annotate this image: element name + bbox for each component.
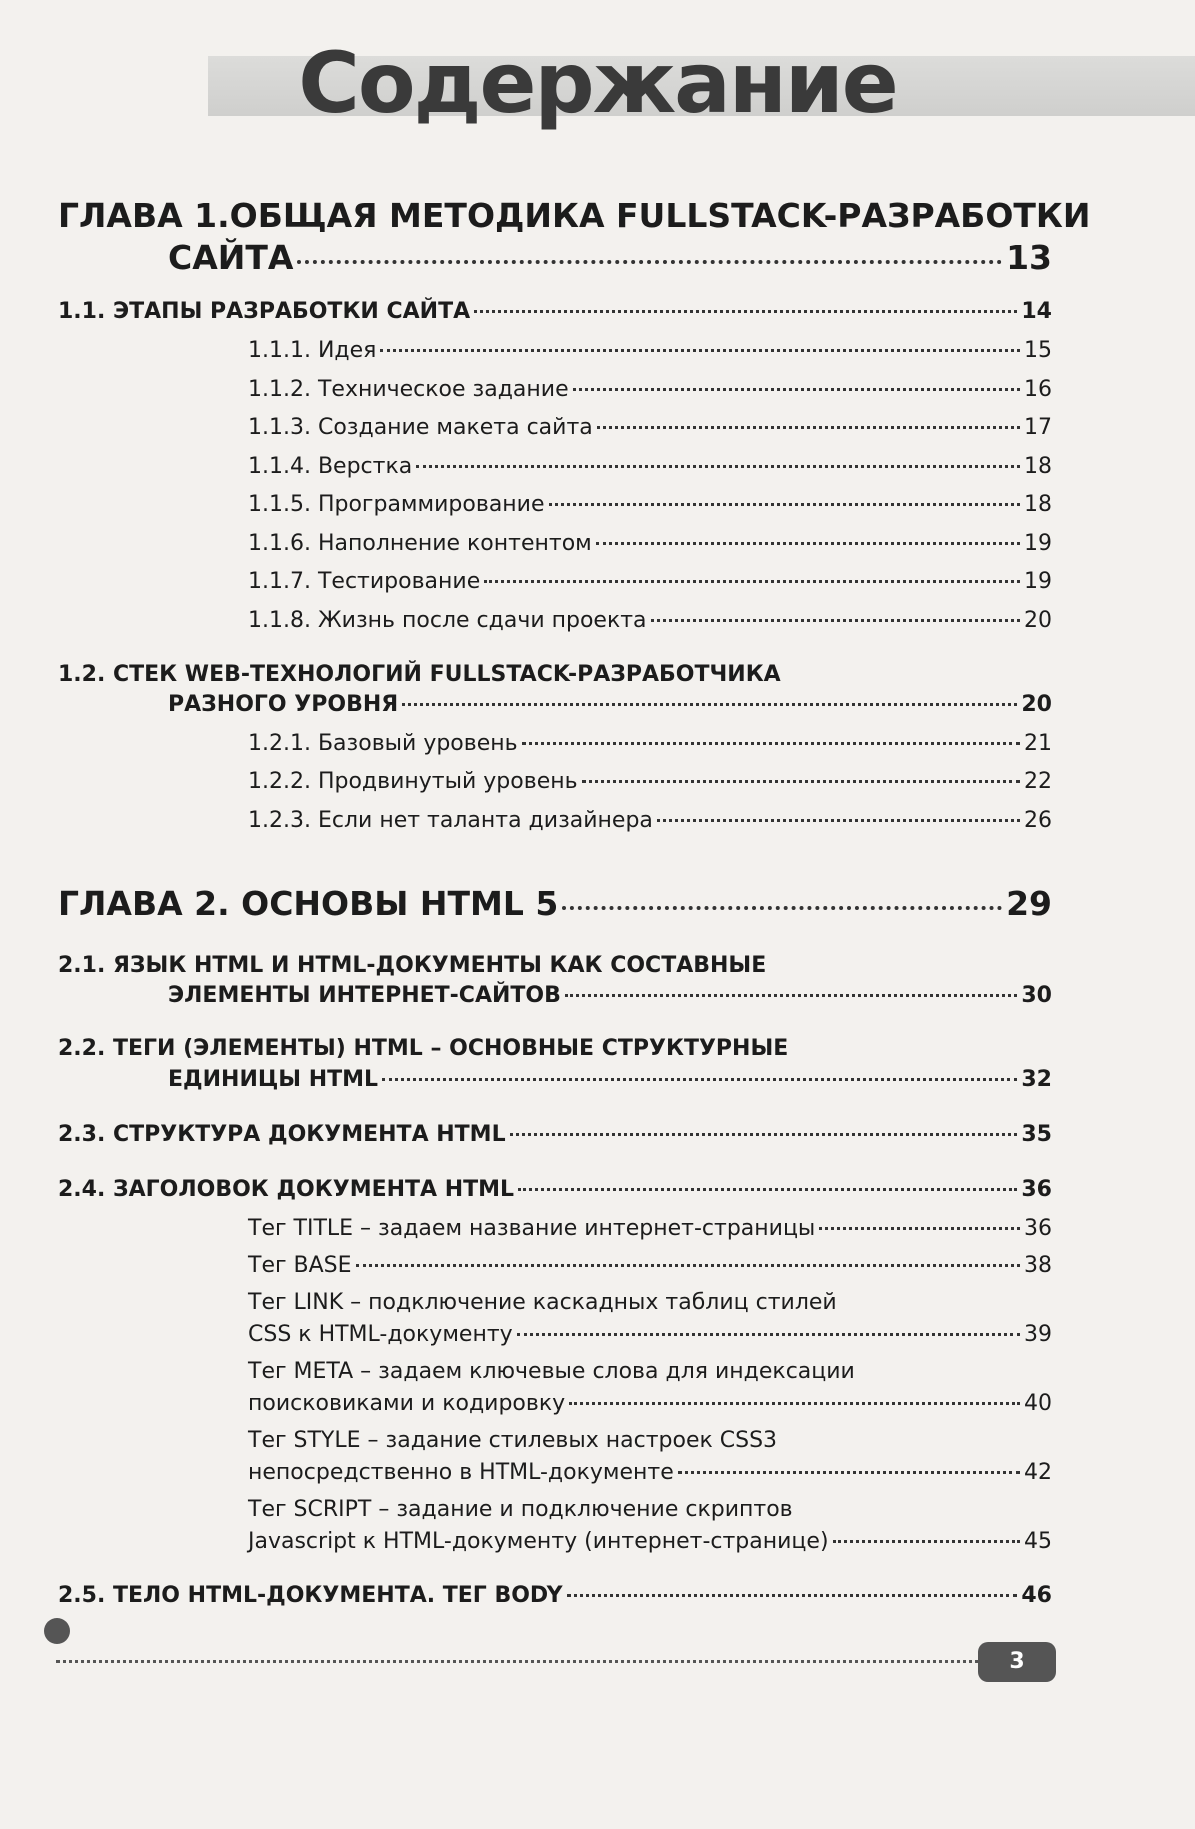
- subsection-label: 1.1.1. Идея: [248, 338, 377, 363]
- toc-entry-tag-meta[interactable]: [248, 1391, 1052, 1416]
- toc-entry-1-2-1[interactable]: [248, 731, 1052, 756]
- page-number: 36: [1021, 1177, 1052, 1202]
- toc-entry-1-1-6[interactable]: [248, 531, 1052, 556]
- toc-entry-1-1-7[interactable]: [248, 569, 1052, 594]
- page-number: 17: [1024, 415, 1052, 440]
- page-number: 21: [1024, 731, 1052, 756]
- page-number: 18: [1024, 454, 1052, 479]
- subsection-label: 1.2.1. Базовый уровень: [248, 731, 518, 756]
- leader-dots: [657, 819, 1020, 822]
- leader-dots: [474, 310, 1017, 313]
- subsection-label: CSS к HTML-документу: [248, 1322, 513, 1347]
- leader-dots: [833, 1540, 1020, 1543]
- page-number: 22: [1024, 769, 1052, 794]
- leader-dots: [356, 1264, 1020, 1267]
- subsection-label: 1.1.7. Тестирование: [248, 569, 481, 594]
- leader-dots: [573, 388, 1020, 391]
- leader-dots: [597, 426, 1020, 429]
- toc-entry-2-4[interactable]: [58, 1177, 1052, 1202]
- page-number: 14: [1021, 299, 1052, 324]
- section-label: 2.3. СТРУКТУРА ДОКУМЕНТА HTML: [58, 1122, 506, 1147]
- section-1-2-line1: 1.2. СТЕК WEB-ТЕХНОЛОГИЙ FULLSTACK-РАЗРАБОТЧИКА: [58, 662, 781, 687]
- leader-dots: [651, 619, 1020, 622]
- page-title: Содержание: [298, 34, 897, 132]
- toc-entry-1-2[interactable]: [168, 692, 1052, 717]
- page-number: 29: [1006, 884, 1052, 923]
- leader-dots: [484, 580, 1020, 583]
- leader-dots: [549, 503, 1020, 506]
- tag-meta-line1: Тег META – задаем ключевые слова для индексации: [248, 1359, 855, 1384]
- page-number: 35: [1021, 1122, 1052, 1147]
- chapter-2-title: ГЛАВА 2. ОСНОВЫ HTML 5: [58, 884, 559, 923]
- page-number: 40: [1024, 1391, 1052, 1416]
- section-label: 2.4. ЗАГОЛОВОК ДОКУМЕНТА HTML: [58, 1177, 515, 1202]
- section-label: РАЗНОГО УРОВНЯ: [168, 692, 399, 717]
- toc-entry-1-1-2[interactable]: [248, 377, 1052, 402]
- leader-dots: [582, 780, 1020, 783]
- section-2-1-line1: 2.1. ЯЗЫК HTML И HTML-ДОКУМЕНТЫ КАК СОСТАВНЫЕ: [58, 953, 767, 978]
- page-number: 30: [1021, 983, 1052, 1008]
- page-number: 19: [1024, 569, 1052, 594]
- toc-entry-2-1[interactable]: [168, 983, 1052, 1008]
- leader-dots: [562, 906, 1002, 910]
- page-number: 18: [1024, 492, 1052, 517]
- toc-entry-tag-style[interactable]: [248, 1460, 1052, 1485]
- page-number: 38: [1024, 1253, 1052, 1278]
- leader-dots: [569, 1402, 1020, 1405]
- toc-entry-2-2[interactable]: [168, 1067, 1052, 1092]
- leader-dots: [596, 542, 1020, 545]
- toc-entry-tag-script[interactable]: [248, 1529, 1052, 1554]
- section-label: ЭЛЕМЕНТЫ ИНТЕРНЕТ-САЙТОВ: [168, 983, 561, 1008]
- page-number: 13: [1006, 238, 1052, 277]
- subsection-label: 1.1.6. Наполнение контентом: [248, 531, 592, 556]
- chapter-1-title-line2: САЙТА: [168, 238, 294, 277]
- footer-bullet: [44, 1618, 70, 1644]
- subsection-label: 1.1.8. Жизнь после сдачи проекта: [248, 608, 647, 633]
- page-number: 16: [1024, 377, 1052, 402]
- page-number: 42: [1024, 1460, 1052, 1485]
- toc-entry-1-1-8[interactable]: [248, 608, 1052, 633]
- leader-dots: [819, 1227, 1020, 1230]
- leader-dots: [416, 465, 1020, 468]
- subsection-label: 1.1.5. Программирование: [248, 492, 545, 517]
- page-number-badge: 3: [978, 1642, 1056, 1682]
- toc-entry-1-1[interactable]: [58, 299, 1052, 324]
- toc-entry-1-2-2[interactable]: [248, 769, 1052, 794]
- tag-script-line1: Тег SCRIPT – задание и подключение скриптов: [248, 1497, 793, 1522]
- toc-entry-1-1-3[interactable]: [248, 415, 1052, 440]
- toc-entry-1-1-4[interactable]: [248, 454, 1052, 479]
- toc-entry-tag-link[interactable]: [248, 1322, 1052, 1347]
- subsection-label: непосредственно в HTML-документе: [248, 1460, 674, 1485]
- toc-entry-1-1-5[interactable]: [248, 492, 1052, 517]
- leader-dots: [522, 742, 1020, 745]
- page-number: 46: [1021, 1583, 1052, 1608]
- subsection-label: 1.1.4. Верстка: [248, 454, 413, 479]
- leader-dots: [380, 349, 1020, 352]
- section-label: ЕДИНИЦЫ HTML: [168, 1067, 379, 1092]
- page-number: 45: [1024, 1529, 1052, 1554]
- chapter-1-title-line1: ГЛАВА 1.ОБЩАЯ МЕТОДИКА FULLSTACK-РАЗРАБОТКИ: [58, 196, 1091, 235]
- toc-entry-chapter-2[interactable]: [58, 884, 1052, 923]
- subsection-label: 1.2.3. Если нет таланта дизайнера: [248, 808, 653, 833]
- leader-dots: [297, 260, 1002, 264]
- page-number: 26: [1024, 808, 1052, 833]
- tag-link-line1: Тег LINK – подключение каскадных таблиц стилей: [248, 1290, 837, 1315]
- toc-entry-2-5[interactable]: [58, 1583, 1052, 1608]
- page-number: 32: [1021, 1067, 1052, 1092]
- section-label: 1.1. ЭТАПЫ РАЗРАБОТКИ САЙТА: [58, 299, 471, 324]
- toc-entry-1-2-3[interactable]: [248, 808, 1052, 833]
- subsection-label: Javascript к HTML-документу (интернет-странице): [248, 1529, 829, 1554]
- subsection-label: Тег TITLE – задаем название интернет-страницы: [248, 1216, 816, 1241]
- page-number: 39: [1024, 1322, 1052, 1347]
- leader-dots: [518, 1188, 1017, 1191]
- leader-dots: [382, 1078, 1017, 1081]
- section-label: 2.5. ТЕЛО HTML-ДОКУМЕНТА. ТЕГ BODY: [58, 1583, 563, 1608]
- subsection-label: поисковиками и кодировку: [248, 1391, 566, 1416]
- subsection-label: 1.1.3. Создание макета сайта: [248, 415, 593, 440]
- subsection-label: 1.2.2. Продвинутый уровень: [248, 769, 578, 794]
- toc-entry-tag-title[interactable]: [248, 1216, 1052, 1241]
- leader-dots: [510, 1133, 1018, 1136]
- toc-entry-2-3[interactable]: [58, 1122, 1052, 1147]
- leader-dots: [402, 703, 1017, 706]
- leader-dots: [678, 1471, 1020, 1474]
- page-number: 19: [1024, 531, 1052, 556]
- page-number: 20: [1021, 692, 1052, 717]
- toc-entry-tag-base[interactable]: [248, 1253, 1052, 1278]
- subsection-label: 1.1.2. Техническое задание: [248, 377, 569, 402]
- page-number: 15: [1024, 338, 1052, 363]
- leader-dots: [517, 1333, 1020, 1336]
- toc-entry-1-1-1[interactable]: [248, 338, 1052, 363]
- leader-dots: [567, 1594, 1018, 1597]
- leader-dots: [565, 994, 1018, 997]
- page-number: 20: [1024, 608, 1052, 633]
- tag-style-line1: Тег STYLE – задание стилевых настроек CSS3: [248, 1428, 778, 1453]
- page-number: 36: [1024, 1216, 1052, 1241]
- section-2-2-line1: 2.2. ТЕГИ (ЭЛЕМЕНТЫ) HTML – ОСНОВНЫЕ СТРУКТУРНЫЕ: [58, 1036, 789, 1061]
- subsection-label: Тег BASE: [248, 1253, 352, 1278]
- toc-entry-chapter-1[interactable]: [168, 238, 1052, 277]
- footer-divider: [56, 1660, 986, 1663]
